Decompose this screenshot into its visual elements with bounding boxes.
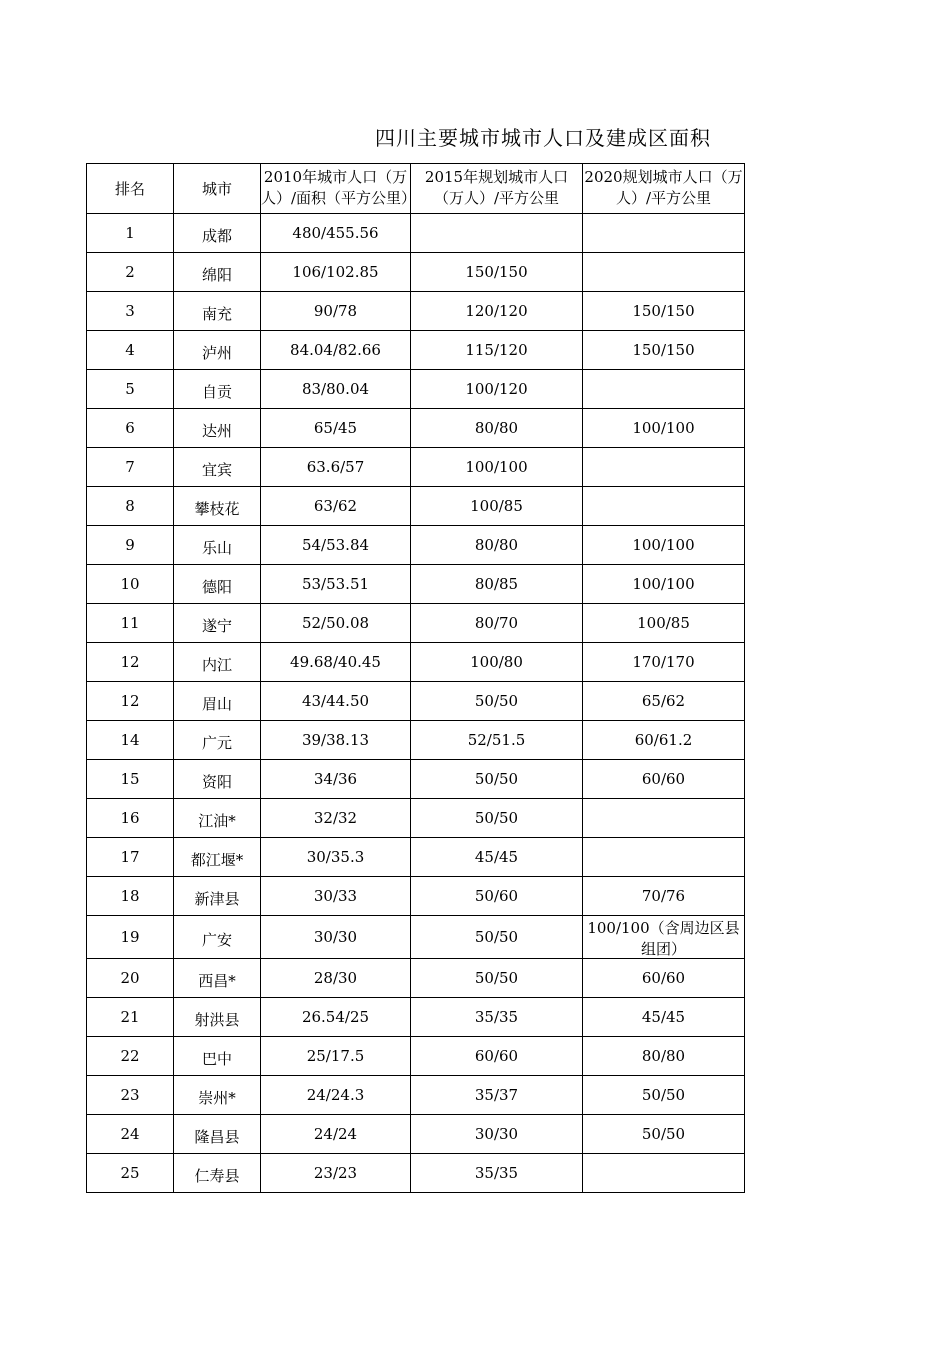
cell-rank-text: 6	[125, 419, 135, 437]
cell-pop-2020	[583, 409, 745, 448]
table-row	[87, 370, 745, 409]
cell-pop-2015	[411, 448, 583, 487]
cell-pop-2015	[411, 292, 583, 331]
cell-city-text: 眉山	[201, 695, 232, 713]
table-row	[87, 1076, 745, 1115]
cell-rank	[87, 1076, 174, 1115]
cell-city	[174, 214, 261, 253]
cell-rank	[87, 721, 174, 760]
cell-rank	[87, 487, 174, 526]
cell-pop-2015	[411, 916, 583, 959]
cell-pop-2010	[261, 370, 411, 409]
cell-rank-text: 3	[125, 302, 135, 320]
cell-rank	[87, 838, 174, 877]
cell-pop-2015	[411, 214, 583, 253]
cell-pop-2020	[583, 959, 745, 998]
cell-rank-text: 18	[120, 887, 140, 905]
cell-pop-2010-text: 34/36	[313, 770, 358, 788]
cell-pop-2010-text: 32/32	[313, 809, 358, 827]
cell-pop-2020-text: 45/45	[641, 1008, 686, 1026]
cell-pop-2020	[583, 1154, 745, 1193]
cell-city	[174, 604, 261, 643]
cell-pop-2010-text: 53/53.51	[301, 575, 370, 593]
table-row	[87, 409, 745, 448]
cell-pop-2015	[411, 331, 583, 370]
cell-pop-2020	[583, 916, 745, 959]
cell-rank-text: 22	[120, 1047, 140, 1065]
cell-rank-text: 14	[120, 731, 140, 749]
cell-pop-2020-text: 150/150	[632, 302, 695, 320]
cell-city-text: 内江	[201, 656, 232, 674]
cell-pop-2010	[261, 526, 411, 565]
cell-rank-text: 10	[120, 575, 140, 593]
cell-pop-2015-text: 50/50	[474, 928, 519, 946]
cell-city	[174, 409, 261, 448]
cell-city	[174, 1115, 261, 1154]
cell-pop-2015-text: 45/45	[474, 848, 519, 866]
cell-rank-text: 21	[120, 1008, 140, 1026]
cell-city	[174, 838, 261, 877]
cell-city	[174, 916, 261, 959]
cell-pop-2010-text: 106/102.85	[292, 263, 379, 281]
cell-city	[174, 526, 261, 565]
cell-rank	[87, 959, 174, 998]
cell-pop-2020-text: 80/80	[641, 1047, 686, 1065]
cell-pop-2015-text: 80/80	[474, 536, 519, 554]
cell-city	[174, 760, 261, 799]
cell-pop-2010	[261, 604, 411, 643]
table-row	[87, 916, 745, 959]
cell-rank	[87, 1115, 174, 1154]
cell-pop-2020	[583, 253, 745, 292]
cell-pop-2015-text: 80/80	[474, 419, 519, 437]
cell-pop-2015-text: 80/70	[474, 614, 519, 632]
cell-pop-2015-text: 50/60	[474, 887, 519, 905]
cell-pop-2020	[583, 448, 745, 487]
cell-pop-2015	[411, 877, 583, 916]
cell-pop-2010-text: 63.6/57	[306, 458, 365, 476]
table-header-row	[87, 164, 745, 214]
cell-city-text: 遂宁	[201, 617, 232, 635]
cell-rank-text: 17	[120, 848, 140, 866]
cell-pop-2020-text: 60/60	[641, 770, 686, 788]
table-row	[87, 292, 745, 331]
cell-pop-2010-text: 90/78	[313, 302, 358, 320]
cell-rank	[87, 448, 174, 487]
cell-city-text: 都江堰*	[190, 851, 244, 869]
cell-rank-text: 8	[125, 497, 135, 515]
table-row	[87, 838, 745, 877]
cell-rank-text: 9	[125, 536, 135, 554]
cell-pop-2020-text: 70/76	[641, 887, 686, 905]
cell-pop-2020	[583, 565, 745, 604]
cell-pop-2015	[411, 1037, 583, 1076]
cell-pop-2015-text: 100/100	[465, 458, 528, 476]
cell-pop-2010	[261, 682, 411, 721]
cell-pop-2010	[261, 916, 411, 959]
cell-city-text: 资阳	[201, 773, 232, 791]
cell-pop-2015-text: 150/150	[465, 263, 528, 281]
cell-rank-text: 25	[120, 1164, 140, 1182]
cell-pop-2020-text: 65/62	[641, 692, 686, 710]
cell-pop-2015	[411, 959, 583, 998]
header-pop-2015-label: 2015年规划城市人口（万人）/平方公里	[424, 167, 569, 207]
cell-pop-2020	[583, 526, 745, 565]
cell-pop-2015-text: 80/85	[474, 575, 519, 593]
cell-rank-text: 12	[120, 692, 140, 710]
cell-city-text: 泸州	[201, 344, 232, 362]
cell-rank	[87, 799, 174, 838]
cell-pop-2010	[261, 565, 411, 604]
cell-pop-2020	[583, 370, 745, 409]
cell-pop-2015-text: 60/60	[474, 1047, 519, 1065]
cell-pop-2015	[411, 799, 583, 838]
cell-pop-2010	[261, 998, 411, 1037]
cell-pop-2020	[583, 487, 745, 526]
cell-rank-text: 4	[125, 341, 135, 359]
cell-pop-2015-text: 115/120	[465, 341, 528, 359]
cell-rank-text: 2	[125, 263, 135, 281]
cell-pop-2010-text: 26.54/25	[301, 1008, 370, 1026]
page-title: 四川主要城市城市人口及建成区面积	[375, 126, 711, 150]
cell-city-text: 射洪县	[194, 1011, 240, 1029]
cell-rank-text: 5	[125, 380, 135, 398]
table-body	[87, 214, 745, 1193]
cell-pop-2010-text: 30/35.3	[306, 848, 365, 866]
cell-pop-2010	[261, 799, 411, 838]
cell-pop-2010-text: 23/23	[313, 1164, 358, 1182]
table-row	[87, 214, 745, 253]
cell-pop-2020	[583, 877, 745, 916]
cell-pop-2015-text: 120/120	[465, 302, 528, 320]
cell-city-text: 攀枝花	[194, 500, 240, 518]
cell-pop-2010-text: 84.04/82.66	[290, 341, 381, 359]
cell-pop-2010-text: 39/38.13	[301, 731, 370, 749]
cell-rank	[87, 998, 174, 1037]
cell-rank-text: 24	[120, 1125, 140, 1143]
header-rank: 排名	[87, 164, 174, 214]
cell-pop-2010	[261, 448, 411, 487]
table-row	[87, 526, 745, 565]
cell-city	[174, 253, 261, 292]
cell-city	[174, 682, 261, 721]
table-row	[87, 877, 745, 916]
cell-pop-2020	[583, 331, 745, 370]
cell-pop-2020	[583, 998, 745, 1037]
cell-city	[174, 1154, 261, 1193]
cell-pop-2015-text: 52/51.5	[467, 731, 526, 749]
cell-pop-2010	[261, 877, 411, 916]
cell-rank	[87, 1037, 174, 1076]
cell-pop-2015	[411, 1115, 583, 1154]
cell-pop-2020	[583, 721, 745, 760]
cell-city	[174, 565, 261, 604]
table-row	[87, 1037, 745, 1076]
cell-city	[174, 799, 261, 838]
cell-pop-2010-text: 54/53.84	[301, 536, 370, 554]
cell-rank	[87, 760, 174, 799]
cell-pop-2010-text: 83/80.04	[301, 380, 370, 398]
cell-rank-text: 1	[125, 224, 135, 242]
cell-pop-2010	[261, 409, 411, 448]
cell-pop-2010	[261, 838, 411, 877]
header-pop-2020-label: 2020规划城市人口（万人）/平方公里	[584, 167, 743, 207]
cell-city	[174, 877, 261, 916]
cell-pop-2020	[583, 760, 745, 799]
cell-pop-2020-text: 100/100	[632, 575, 695, 593]
cell-pop-2015-text: 50/50	[474, 969, 519, 987]
header-city: 城市	[174, 164, 261, 214]
cell-pop-2015-text: 100/120	[465, 380, 528, 398]
cell-rank	[87, 1154, 174, 1193]
table-row	[87, 998, 745, 1037]
cell-pop-2010	[261, 721, 411, 760]
header-pop-2020	[583, 164, 745, 214]
cell-pop-2020-text: 170/170	[632, 653, 695, 671]
cell-rank-text: 23	[120, 1086, 140, 1104]
cell-pop-2015	[411, 838, 583, 877]
table-row	[87, 331, 745, 370]
cell-pop-2015	[411, 1154, 583, 1193]
cell-rank	[87, 292, 174, 331]
table-row	[87, 487, 745, 526]
table-row	[87, 799, 745, 838]
table-row	[87, 448, 745, 487]
cell-pop-2010-text: 30/30	[313, 928, 358, 946]
cell-rank-text: 7	[125, 458, 135, 476]
cell-rank	[87, 214, 174, 253]
cell-rank	[87, 565, 174, 604]
header-pop-2010	[261, 164, 417, 214]
cell-rank-text: 12	[120, 653, 140, 671]
cell-city	[174, 998, 261, 1037]
cell-pop-2010	[261, 1076, 411, 1115]
cell-pop-2015	[411, 682, 583, 721]
cell-pop-2015	[411, 721, 583, 760]
cell-city	[174, 448, 261, 487]
table-row	[87, 643, 745, 682]
cell-pop-2020-text: 100/100	[632, 419, 695, 437]
cell-pop-2020-text: 50/50	[641, 1125, 686, 1143]
cell-pop-2010	[261, 643, 411, 682]
cell-rank	[87, 526, 174, 565]
cell-city-text: 广安	[201, 931, 232, 949]
cell-pop-2020-text: 60/61.2	[634, 731, 693, 749]
cell-pop-2010	[261, 253, 411, 292]
cell-city	[174, 643, 261, 682]
cell-pop-2015	[411, 526, 583, 565]
cell-pop-2010	[261, 760, 411, 799]
cell-pop-2010-text: 480/455.56	[292, 224, 379, 242]
header-pop-2010-label: 2010年城市人口（万人）/面积（平方公里）	[261, 167, 417, 207]
cell-pop-2015	[411, 253, 583, 292]
cell-pop-2020	[583, 604, 745, 643]
cell-pop-2015	[411, 487, 583, 526]
cell-pop-2020	[583, 1076, 745, 1115]
cell-pop-2020-text: 100/85	[637, 614, 690, 632]
cell-pop-2015-text: 50/50	[474, 692, 519, 710]
table-row	[87, 721, 745, 760]
cell-pop-2010	[261, 292, 411, 331]
cell-city-text: 新津县	[194, 890, 240, 908]
cell-pop-2015-text: 100/85	[470, 497, 523, 515]
header-pop-2015	[411, 164, 583, 214]
cell-city-text: 宜宾	[201, 461, 232, 479]
cell-city-text: 乐山	[201, 539, 232, 557]
cell-pop-2015	[411, 1076, 583, 1115]
cell-pop-2020-text: 60/60	[641, 969, 686, 987]
cell-city-text: 达州	[201, 422, 232, 440]
cell-pop-2015	[411, 760, 583, 799]
cell-rank	[87, 682, 174, 721]
cell-pop-2020	[583, 799, 745, 838]
cell-rank	[87, 877, 174, 916]
cell-pop-2010	[261, 959, 411, 998]
cell-pop-2020	[583, 214, 745, 253]
cell-city-text: 崇州*	[198, 1089, 236, 1107]
cell-rank-text: 16	[120, 809, 140, 827]
cell-pop-2010-text: 24/24.3	[306, 1086, 365, 1104]
cell-rank-text: 15	[120, 770, 140, 788]
cell-pop-2010-text: 24/24	[313, 1125, 358, 1143]
cell-city-text: 巴中	[201, 1050, 232, 1068]
cell-pop-2020	[583, 1037, 745, 1076]
cell-rank-text: 11	[120, 614, 140, 632]
cell-pop-2010-text: 52/50.08	[301, 614, 370, 632]
cell-pop-2015-text: 100/80	[470, 653, 523, 671]
cell-city	[174, 370, 261, 409]
cell-pop-2010-text: 43/44.50	[301, 692, 370, 710]
cell-pop-2010-text: 65/45	[313, 419, 358, 437]
cell-pop-2010-text: 30/33	[313, 887, 358, 905]
cell-pop-2015	[411, 643, 583, 682]
cell-pop-2020	[583, 643, 745, 682]
table-row	[87, 604, 745, 643]
cell-rank	[87, 331, 174, 370]
cell-pop-2010	[261, 331, 411, 370]
cell-city	[174, 1037, 261, 1076]
cell-rank-text: 20	[120, 969, 140, 987]
cell-pop-2015	[411, 998, 583, 1037]
cell-rank	[87, 916, 174, 959]
cell-city-text: 德阳	[201, 578, 232, 596]
table-row	[87, 1115, 745, 1154]
cell-pop-2015-text: 35/35	[474, 1164, 519, 1182]
cell-city-text: 广元	[201, 734, 232, 752]
cell-pop-2015	[411, 409, 583, 448]
cell-rank	[87, 604, 174, 643]
cell-pop-2010	[261, 1115, 411, 1154]
cell-city-text: 江油*	[198, 812, 236, 830]
cell-pop-2020-text: 150/150	[632, 341, 695, 359]
table-row	[87, 565, 745, 604]
cell-city	[174, 487, 261, 526]
cell-pop-2020	[583, 838, 745, 877]
cell-city-text: 隆昌县	[194, 1128, 240, 1146]
cell-pop-2010-text: 63/62	[313, 497, 358, 515]
cell-pop-2015-text: 35/37	[474, 1086, 519, 1104]
cell-pop-2020-text: 100/100	[632, 536, 695, 554]
table-row	[87, 959, 745, 998]
cell-pop-2015	[411, 604, 583, 643]
cell-city-text: 西昌*	[198, 972, 236, 990]
cell-pop-2015	[411, 565, 583, 604]
cell-city	[174, 292, 261, 331]
cell-rank-text: 19	[120, 928, 140, 946]
cell-city-text: 南充	[201, 305, 232, 323]
cell-pop-2015-text: 50/50	[474, 809, 519, 827]
cell-pop-2020	[583, 1115, 745, 1154]
table-row	[87, 760, 745, 799]
cell-pop-2010	[261, 214, 411, 253]
cell-pop-2010-text: 28/30	[313, 969, 358, 987]
cell-city	[174, 721, 261, 760]
table-row	[87, 682, 745, 721]
cell-pop-2010-text: 25/17.5	[306, 1047, 365, 1065]
cell-pop-2020-text: 100/100（含周边区县组团）	[587, 919, 740, 958]
cell-pop-2015	[411, 370, 583, 409]
cell-pop-2015-text: 30/30	[474, 1125, 519, 1143]
cell-pop-2020	[583, 682, 745, 721]
cell-rank	[87, 253, 174, 292]
cell-pop-2010	[261, 1037, 411, 1076]
cell-pop-2010	[261, 1154, 411, 1193]
table-row	[87, 253, 745, 292]
table-row	[87, 1154, 745, 1193]
cell-city-text: 绵阳	[201, 266, 232, 284]
cell-pop-2010	[261, 487, 411, 526]
cell-rank	[87, 370, 174, 409]
cell-pop-2015-text: 35/35	[474, 1008, 519, 1026]
cell-city-text: 自贡	[201, 383, 232, 401]
cell-city-text: 成都	[201, 227, 232, 245]
cell-pop-2020-text: 50/50	[641, 1086, 686, 1104]
cell-rank	[87, 409, 174, 448]
cell-pop-2010-text: 49.68/40.45	[290, 653, 381, 671]
cell-pop-2020	[583, 292, 745, 331]
cell-city	[174, 959, 261, 998]
city-population-table	[86, 163, 745, 1193]
cell-pop-2015-text: 50/50	[474, 770, 519, 788]
cell-city	[174, 1076, 261, 1115]
cell-city	[174, 331, 261, 370]
cell-city-text: 仁寿县	[194, 1167, 240, 1185]
cell-rank	[87, 643, 174, 682]
